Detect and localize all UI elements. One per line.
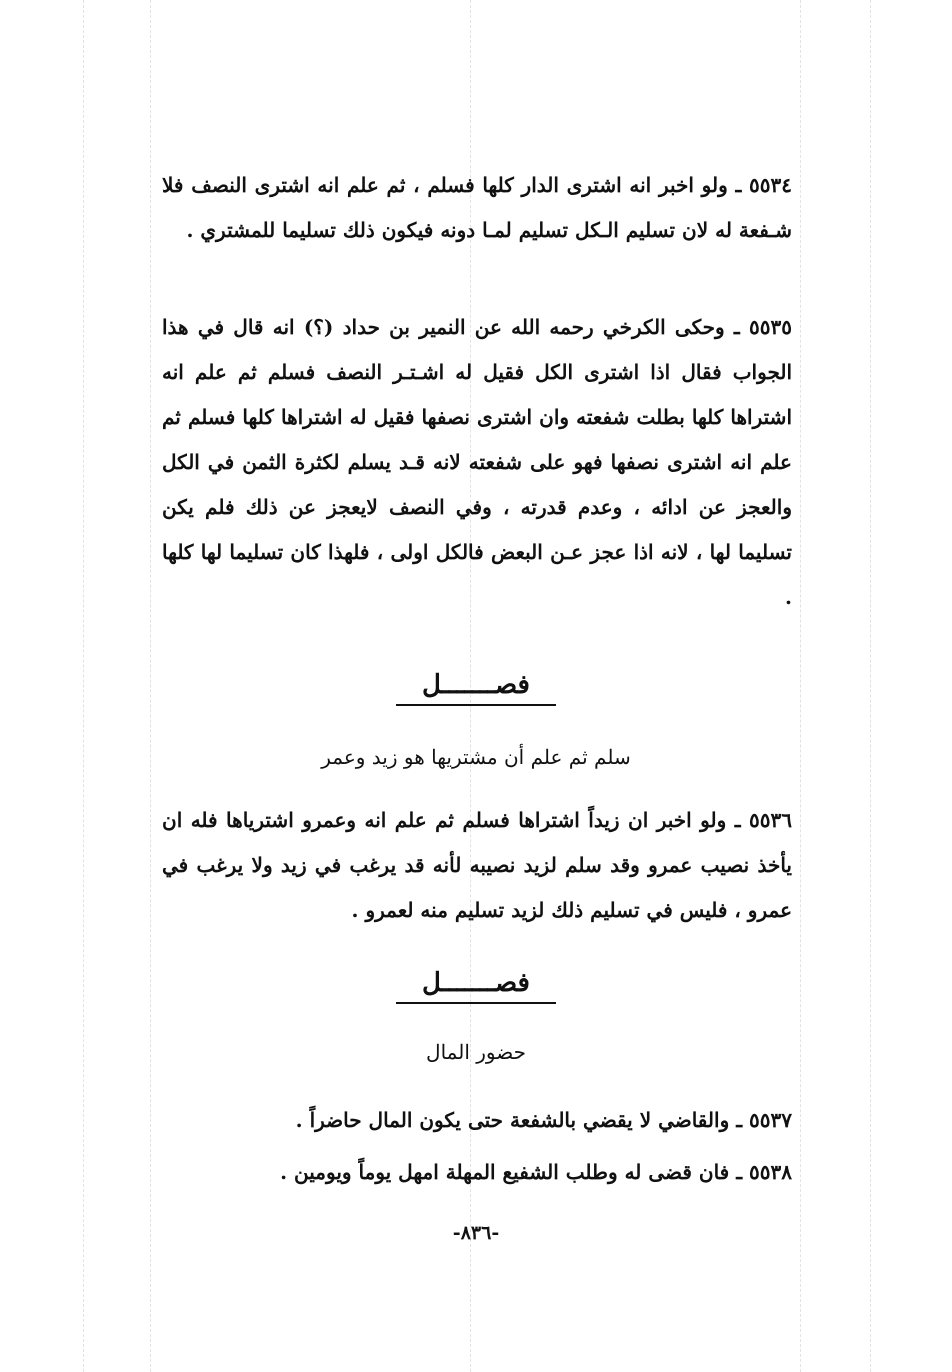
paragraph-5535: ٥٥٣٥ ـ وحكى الكرخي رحمه الله عن النمير بن حداد (؟) انه قال في هذا الجواب فقال اذا اشترى الكل فقيل له اشـتـر النصف فسلم ثم علم انه اشتراها كلها بطلت شفعته وان اشترى نصفها فقيل له اشتراها كلها فسلم ثم علم انه اشترى نصفها فهو على شفعته لانه قـد يسلم لكثرة الثمن في الكل والعجز عن ادائه ، وعدم قدرته ، وفي النصف لايعجز عن ذلك فلم يكن تسليما لها ، لانه اذا عجز عـن البعض فالكل اولى ، فلهذا كان تسليما لها كلها . [162, 315, 792, 609]
paragraph-text: ولو اخبر انه اشترى الدار كلها فسلم ، ثم علم انه اشترى النصف فلا شـفعة له لان تسليم الـكل تسليم لمـا دونه فيكون ذلك تسليما للمشتري . [162, 173, 792, 242]
paragraph-5536: ٥٥٣٦ ـ ولو اخبر ان زيداً اشتراها فسلم ثم علم انه وعمرو اشترياها فله ان يأخذ نصيب عمرو وقد سلم لزيد نصيبه لأنه قد يرغب في زيد ولا يرغب في عمرو ، فليس في تسليم ذلك لزيد تسليم منه لعمرو . [162, 808, 792, 922]
section-heading: فصـــــــل [0, 670, 952, 706]
paragraph-5534: ٥٥٣٤ ـ ولو اخبر انه اشترى الدار كلها فسلم ، ثم علم انه اشترى النصف فلا شـفعة له لان تسليم الـكل تسليم لمـا دونه فيكون ذلك تسليما للمشتري . [162, 173, 792, 242]
paragraph-number: ٥٥٣٦ [749, 808, 792, 832]
paragraph-number: ٥٥٣٧ [749, 1108, 792, 1132]
paragraph-number: ٥٥٣٤ [749, 173, 792, 197]
section-heading: فصـــــــل [0, 968, 952, 1004]
page-number: -٨٣٦- [452, 1222, 500, 1244]
paragraph-text: وحكى الكرخي رحمه الله عن النمير بن حداد (؟) انه قال في هذا الجواب فقال اذا اشترى الكل فقيل له اشـتـر النصف فسلم ثم علم انه اشتراها كلها بطلت شفعته وان اشترى نصفها فقيل له اشتراها كلها فسلم ثم علم انه اشترى نصفها فهو على شفعته لانه قـد يسلم لكثرة الثمن في الكل والعجز عن ادائه ، وعدم قدرته ، وفي النصف لايعجز عن ذلك فلم يكن تسليما لها ، لانه اذا عجز عـن البعض فالكل اولى ، فلهذا كان تسليما لها كلها . [162, 315, 792, 609]
section-subheading: حضور المال [426, 1040, 526, 1064]
paragraph-text: ولو اخبر ان زيداً اشتراها فسلم ثم علم انه وعمرو اشترياها فله ان يأخذ نصيب عمرو وقد سلم لزيد نصيبه لأنه قد يرغب في زيد ولا يرغب في عمرو ، فليس في تسليم ذلك لزيد تسليم منه لعمرو . [162, 808, 792, 922]
section-subheading: سلم ثم علم أن مشتريها هو زيد وعمر [321, 745, 631, 769]
paragraph-5537: ٥٥٣٧ ـ والقاضي لا يقضي بالشفعة حتى يكون المال حاضراً . [295, 1108, 792, 1132]
paragraph-5538: ٥٥٣٨ ـ فان قضى له وطلب الشفيع المهلة امهل يوماً ويومين . [280, 1160, 792, 1184]
paragraph-number: ٥٥٣٨ [749, 1160, 792, 1184]
paragraph-text: والقاضي لا يقضي بالشفعة حتى يكون المال حاضراً . [295, 1108, 730, 1132]
paragraph-number: ٥٥٣٥ [749, 315, 792, 339]
paragraph-text: فان قضى له وطلب الشفيع المهلة امهل يوماً ويومين . [280, 1160, 730, 1184]
